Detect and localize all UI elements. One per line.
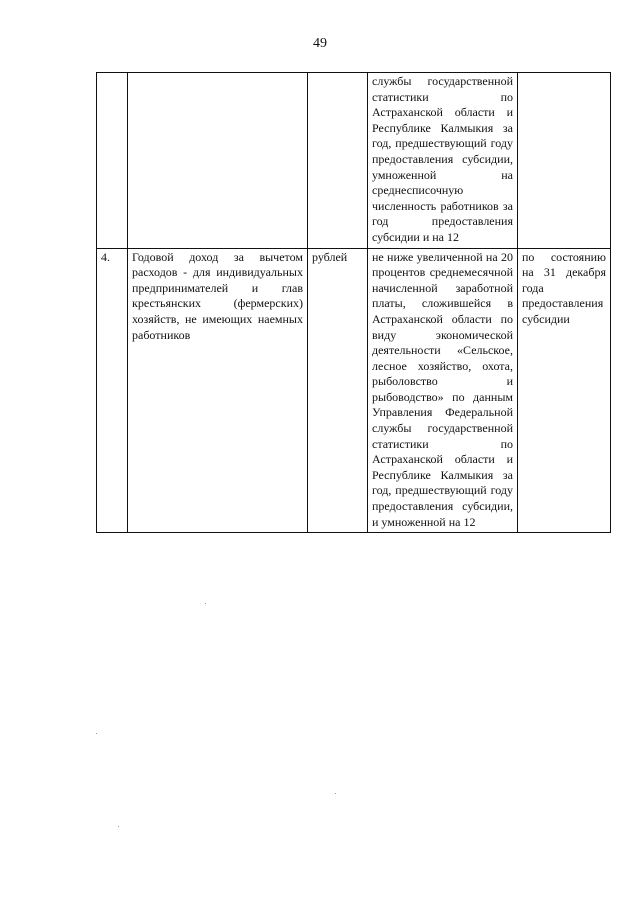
page-number: 49 bbox=[313, 36, 327, 51]
date-cell: по состоянию на 31 декабря года предоставления субсидии bbox=[518, 248, 611, 533]
scan-speck bbox=[335, 793, 336, 794]
row-number-cell: 4. bbox=[97, 248, 128, 533]
indicator-cell bbox=[128, 73, 308, 249]
unit-cell bbox=[308, 73, 368, 249]
scan-speck bbox=[96, 733, 97, 734]
date-cell bbox=[518, 73, 611, 249]
scan-speck bbox=[205, 603, 206, 604]
table-row bbox=[97, 73, 611, 249]
indicator-cell: Годовой доход за вычетом расходов - для индивидуальных предпринимателей и глав крестьянских (фермерских) хозяйств, не имеющих наемных работников bbox=[128, 248, 308, 533]
row-number-cell bbox=[97, 73, 128, 249]
table-row bbox=[97, 248, 611, 533]
requirements-table bbox=[96, 72, 611, 533]
unit-cell: рублей bbox=[308, 248, 368, 533]
value-cell: не ниже увеличенной на 20 процентов среднемесячной начисленной заработной платы, сложившейся в Астраханской области по виду экономической деятельности «Сельское, лесное хозяйство, охота, рыболовство и рыбоводство» по данным Управления Федеральной службы государственной статистики по Астраханской области и Республике Калмыкия за год, предшествующий году предоставления субсидии, и умноженной на 12 bbox=[368, 248, 518, 533]
value-cell: службы государственной статистики по Астраханской области и Республике Калмыкия за год, предшествующий году предоставления субсидии, умноженной на среднесписочную численность работников за год предоставления субсидии и на 12 bbox=[368, 73, 518, 249]
scan-speck bbox=[118, 826, 119, 827]
